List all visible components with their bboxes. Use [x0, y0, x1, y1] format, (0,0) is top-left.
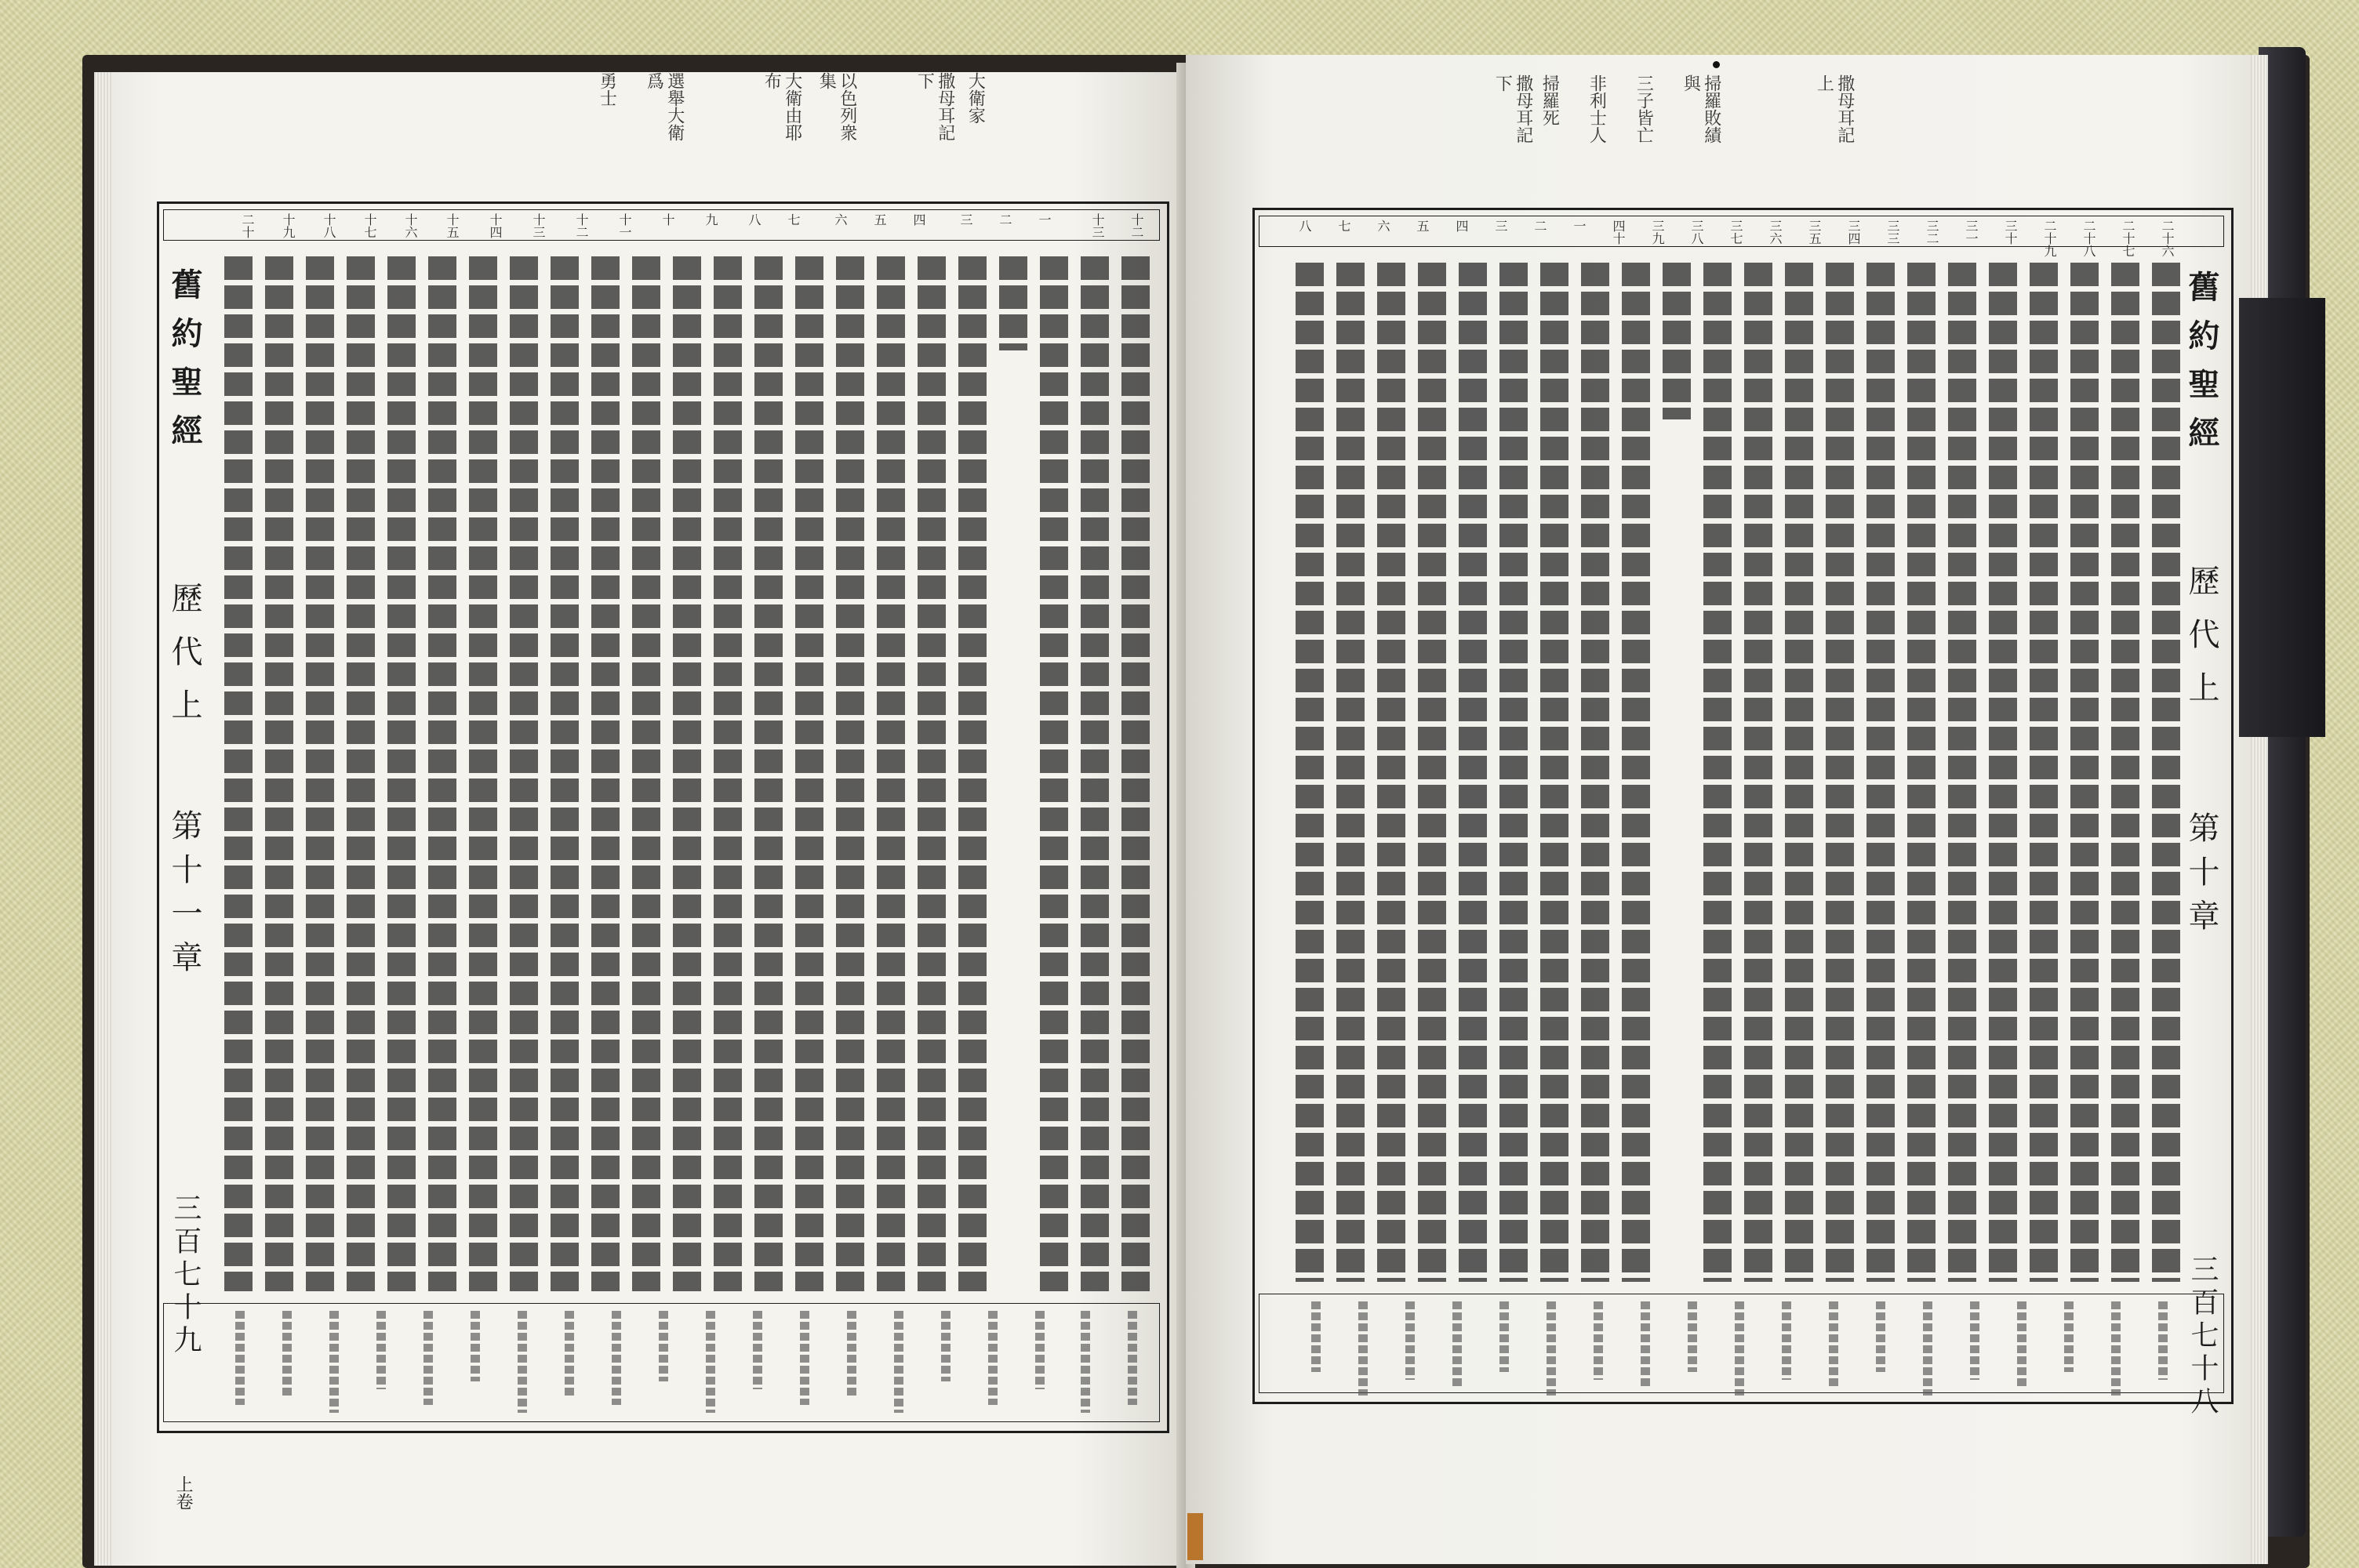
text-column [1744, 263, 1772, 1282]
footnote-reference [2017, 1301, 2026, 1388]
verse-number: 四十 [1611, 220, 1626, 245]
text-column [714, 256, 742, 1291]
page-number: 三百七十八 [2186, 1254, 2219, 1419]
footnote-reference [1782, 1301, 1791, 1380]
verse-number: 二十六 [2160, 220, 2175, 257]
verse-number: 九 [703, 213, 718, 226]
footnote-reference [1452, 1301, 1462, 1388]
footnote-reference [2064, 1301, 2074, 1372]
verse-number: 三九 [1650, 220, 1665, 245]
margin-note: 大衛由耶布 [761, 72, 802, 141]
verse-number: 二 [998, 213, 1012, 226]
footnote-reference [1970, 1301, 1979, 1380]
verse-number: 二十 [240, 213, 255, 238]
footnote-reference [706, 1311, 715, 1413]
footnote-reference [282, 1311, 292, 1397]
verse-number: 三一 [1964, 220, 1979, 245]
text-column [958, 256, 987, 1291]
page-edge-stack [94, 72, 111, 1566]
footnote-reference [1641, 1301, 1650, 1388]
footnote-reference [1311, 1301, 1321, 1372]
text-column [2070, 263, 2099, 1282]
text-column [2030, 263, 2058, 1282]
footnote-reference [329, 1311, 339, 1413]
verse-number: 十三 [1090, 213, 1105, 238]
right-page [1186, 55, 2268, 1564]
footnote-reference [894, 1311, 903, 1413]
verse-number: 四 [911, 213, 926, 226]
text-column [347, 256, 375, 1291]
verse-number: 八 [1297, 220, 1312, 232]
text-column [387, 256, 416, 1291]
verse-number: 十二 [574, 213, 589, 238]
verse-number: 二十七 [2121, 220, 2135, 257]
book-section: 歷代上 [2183, 564, 2219, 724]
footnote-reference [2158, 1301, 2168, 1380]
text-column [265, 256, 293, 1291]
page-edge-stack [2251, 55, 2268, 1564]
footnote-reference [941, 1311, 951, 1381]
verse-number: 二十八 [2081, 220, 2096, 257]
margin-note: 撒母耳記上 [1814, 74, 1855, 143]
margin-note: 三子皆亡 [1634, 74, 1654, 143]
running-title: 舊約聖經 [166, 268, 203, 463]
verse-number: 十六 [403, 213, 418, 238]
footnote-reference [235, 1311, 245, 1405]
verse-number: 五 [872, 213, 887, 226]
verse-number: 三六 [1768, 220, 1783, 245]
verse-number: 三三 [1885, 220, 1900, 245]
margin-note: 撒母耳記下 [914, 72, 955, 141]
text-column [1622, 263, 1650, 1282]
text-column [1907, 263, 1936, 1282]
verse-number: 十二 [1129, 213, 1144, 238]
margin-note: 選舉大衛爲 [644, 72, 685, 141]
footnote-reference [565, 1311, 574, 1397]
text-column [428, 256, 456, 1291]
verse-number: 三 [1493, 220, 1508, 232]
text-column [510, 256, 538, 1291]
text-column [1459, 263, 1487, 1282]
verse-number: 三二 [1925, 220, 1939, 245]
text-column [2111, 263, 2139, 1282]
footnote-reference [1594, 1301, 1603, 1380]
left-page [94, 72, 1184, 1566]
footer-mark: 上卷 [173, 1475, 193, 1510]
margin-note: 勇士 [597, 72, 617, 107]
text-column [2152, 263, 2180, 1282]
text-column [1499, 263, 1528, 1282]
text-column [877, 256, 905, 1291]
bookmark-ribbon [2239, 298, 2325, 737]
text-column [306, 256, 334, 1291]
running-title: 舊約聖經 [2183, 270, 2220, 465]
verse-number: 八 [747, 213, 761, 226]
footnote-reference [1923, 1301, 1932, 1396]
text-column [754, 256, 783, 1291]
text-column [1040, 256, 1068, 1291]
footnote-reference [376, 1311, 386, 1389]
ink-dot [1713, 61, 1720, 68]
text-column [1866, 263, 1895, 1282]
verse-number: 十一 [617, 213, 632, 238]
chapter-heading: 第十章 [2183, 811, 2219, 943]
verse-number: 三八 [1689, 220, 1704, 245]
margin-note: 大衛家 [965, 72, 986, 124]
text-column [1377, 263, 1405, 1282]
text-column [1948, 263, 1976, 1282]
page-number: 三百七十九 [169, 1193, 202, 1358]
footnote-reference [1735, 1301, 1744, 1396]
text-column [551, 256, 579, 1291]
text-column [632, 256, 660, 1291]
verse-number: 五 [1415, 220, 1430, 232]
text-column [795, 256, 823, 1291]
footnote-reference [2111, 1301, 2121, 1396]
footnote-reference [1358, 1301, 1368, 1396]
footnote-reference [1547, 1301, 1556, 1396]
verse-number: 十五 [445, 213, 460, 238]
footnote-reference [518, 1311, 527, 1413]
verse-number: 一 [1572, 220, 1587, 232]
verse-number: 四 [1454, 220, 1469, 232]
verse-number: 一 [1037, 213, 1052, 226]
text-column [1581, 263, 1609, 1282]
footnote-reference [659, 1311, 668, 1381]
verse-number: 三 [958, 213, 973, 226]
footnote-reference [847, 1311, 856, 1397]
margin-note: 掃羅敗績與 [1681, 74, 1721, 143]
text-column [836, 256, 864, 1291]
margin-note: 以色列衆集 [816, 72, 857, 141]
verse-number: 三十 [2003, 220, 2018, 245]
verse-number: 六 [1376, 220, 1390, 232]
text-column [1081, 256, 1109, 1291]
footnote-reference [1035, 1311, 1045, 1389]
text-column [1336, 263, 1365, 1282]
footnote-reference [800, 1311, 809, 1405]
text-column [1540, 263, 1568, 1282]
text-column [999, 256, 1027, 350]
text-column [1785, 263, 1813, 1282]
text-column [1703, 263, 1732, 1282]
footnote-reference [1499, 1301, 1509, 1372]
verse-number: 七 [1336, 220, 1351, 232]
footnote-reference [1688, 1301, 1697, 1372]
verse-number: 二 [1532, 220, 1547, 232]
verse-number: 三四 [1846, 220, 1861, 245]
footnote-reference [471, 1311, 480, 1381]
verse-number: 十七 [362, 213, 377, 238]
footnote-reference [1829, 1301, 1838, 1388]
margin-note: 掃羅死 [1539, 74, 1560, 126]
chapter-heading: 第十一章 [166, 809, 202, 985]
text-column [1989, 263, 2017, 1282]
footnote-reference [1128, 1311, 1137, 1405]
margin-note: 非利士人 [1587, 74, 1607, 143]
text-column [1418, 263, 1446, 1282]
verse-number: 十九 [281, 213, 296, 238]
text-column [224, 256, 253, 1291]
book-section: 歷代上 [166, 582, 202, 742]
verse-number: 十 [660, 213, 675, 226]
footnote-reference [423, 1311, 433, 1405]
text-column [469, 256, 497, 1291]
footnote-reference [1081, 1311, 1090, 1413]
text-column [918, 256, 946, 1291]
footnote-reference [753, 1311, 762, 1389]
verse-number: 十三 [531, 213, 546, 238]
footnote-reference [988, 1311, 998, 1405]
text-column [673, 256, 701, 1291]
text-column [1826, 263, 1854, 1282]
verse-number: 二十九 [2042, 220, 2057, 257]
text-column [1296, 263, 1324, 1282]
verse-number: 七 [786, 213, 801, 226]
footnote-reference [612, 1311, 621, 1405]
verse-number: 十八 [322, 213, 336, 238]
gilt-edge [1187, 1513, 1203, 1560]
verse-number: 六 [833, 213, 848, 226]
footnote-reference [1405, 1301, 1415, 1380]
text-column [1663, 263, 1691, 419]
text-column [1121, 256, 1150, 1291]
verse-number: 三七 [1728, 220, 1743, 245]
verse-number: 三五 [1807, 220, 1822, 245]
margin-note: 撒母耳記下 [1492, 74, 1533, 143]
footnote-reference [1876, 1301, 1885, 1372]
verse-number: 十四 [488, 213, 503, 238]
text-column [591, 256, 620, 1291]
